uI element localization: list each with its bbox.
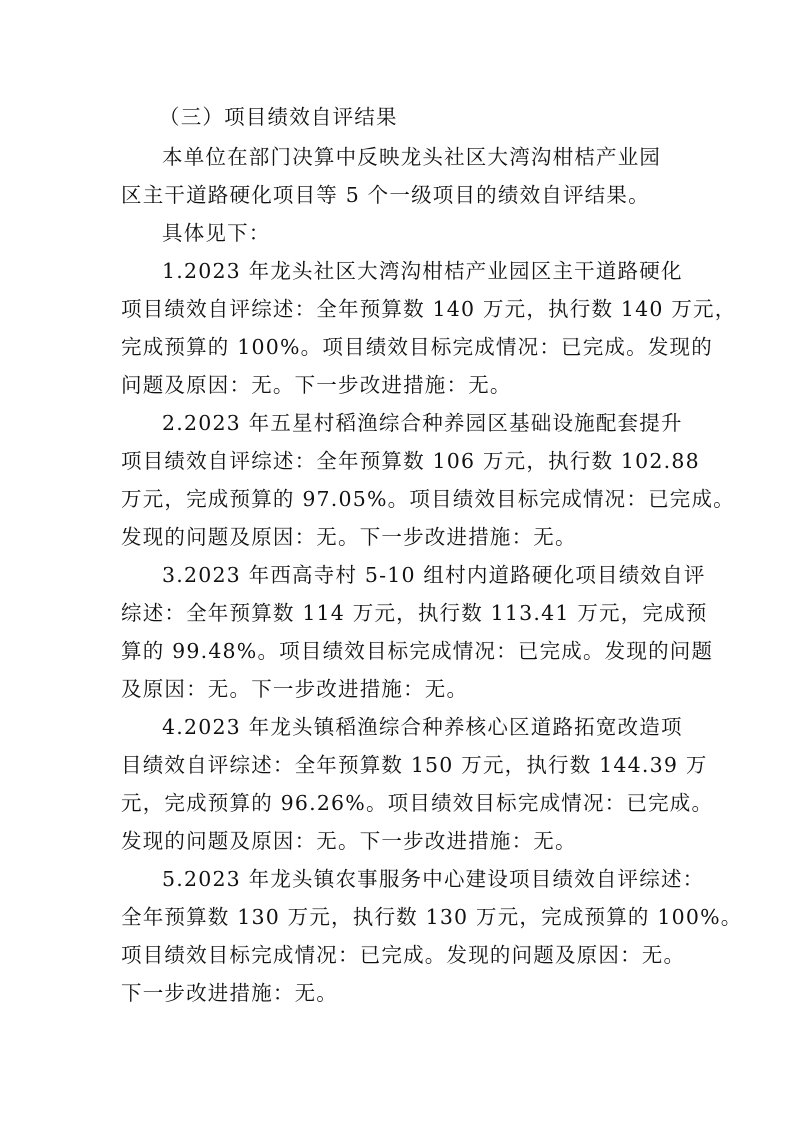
project-item-1: [121, 252, 737, 404]
item-line: 1.2023 年龙头社区大湾沟柑桔产业园区主干道路硬化: [162, 259, 683, 283]
see-below-line: 具体见下：: [162, 221, 271, 245]
item-line: 3.2023 年西高寺村 5-10 组村内道路硬化项目绩效自评: [162, 563, 706, 587]
item-line: 完成预算的 100%。项目绩效目标完成情况：已完成。发现的: [121, 335, 713, 359]
item-line: 全年预算数 130 万元，执行数 130 万元，完成预算的 100%。: [121, 905, 743, 929]
intro-paragraph: [121, 138, 677, 214]
intro-line: 本单位在部门决算中反映龙头社区大湾沟柑桔产业园: [162, 145, 662, 169]
item-line: 发现的问题及原因：无。下一步改进措施：无。: [121, 829, 577, 853]
project-item-5: [121, 860, 743, 1012]
see-below-paragraph: [121, 214, 677, 252]
intro-line: 区主干道路硬化项目等 5 个一级项目的绩效自评结果。: [121, 183, 650, 207]
item-line: 发现的问题及原因：无。下一步改进措施：无。: [121, 525, 577, 549]
project-item-4: [121, 708, 714, 860]
item-line: 5.2023 年龙头镇农事服务中心建设项目绩效自评综述：: [162, 867, 705, 891]
item-line: 4.2023 年龙头镇稻渔综合种养核心区道路拓宽改造项: [162, 715, 683, 739]
document-body: [121, 98, 743, 1012]
item-line: 目绩效自评综述：全年预算数 150 万元，执行数 144.39 万: [121, 753, 708, 777]
item-line: 及原因：无。下一步改进措施：无。: [121, 677, 469, 701]
item-line: 问题及原因：无。下一步改进措施：无。: [121, 373, 512, 397]
item-line: 项目绩效目标完成情况：已完成。发现的问题及原因：无。: [121, 943, 686, 967]
item-line: 元，完成预算的 96.26%。项目绩效目标完成情况：已完成。: [121, 791, 714, 815]
project-item-2: [121, 404, 735, 556]
item-line: 综述：全年预算数 114 万元，执行数 113.41 万元，完成预: [121, 601, 708, 625]
item-line: 项目绩效自评综述：全年预算数 140 万元，执行数 140 万元，: [121, 297, 737, 321]
item-line: 项目绩效自评综述：全年预算数 106 万元，执行数 102.88: [121, 449, 700, 473]
project-item-3: [121, 556, 714, 708]
item-line: 万元，完成预算的 97.05%。项目绩效目标完成情况：已完成。: [121, 487, 735, 511]
item-line: 下一步改进措施：无。: [121, 981, 338, 1005]
section-heading: （三）项目绩效自评结果: [159, 105, 398, 129]
item-line: 2.2023 年五星村稻渔综合种养园区基础设施配套提升: [162, 411, 683, 435]
item-line: 算的 99.48%。项目绩效目标完成情况：已完成。发现的问题: [121, 639, 714, 663]
